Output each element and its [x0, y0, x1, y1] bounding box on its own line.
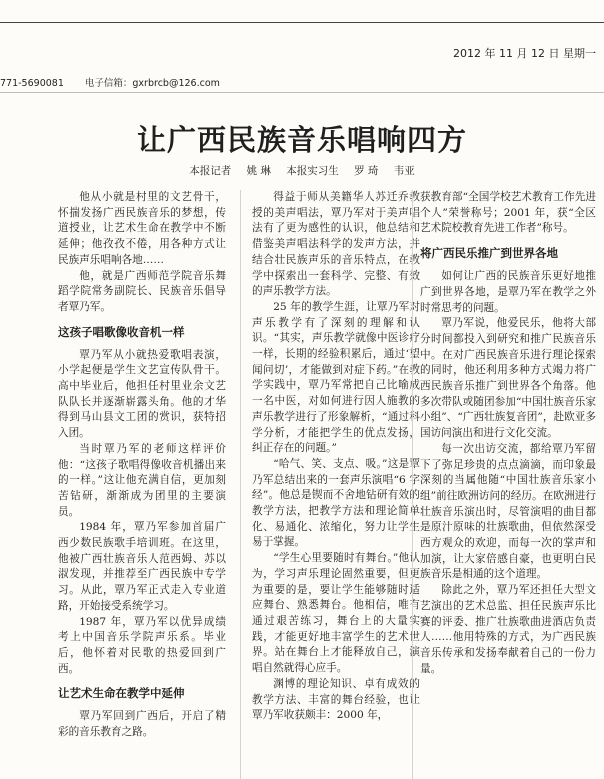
paragraph: 每一次出访交流，都给覃乃军留下了弥足珍贵的点点滴滴，而印象最深刻的当属他随“中国壮族音乐家小组”前往欧洲访问的经历。在欧洲进行壮族音乐演出时，尽管演唱的曲目都是原汁原味的壮族歌曲，但依然深受西方观众的欢迎，而每一次的掌声和加演，让大家倍感自豪，也更明白民族音乐是相通的这个道理。	[420, 442, 596, 581]
paragraph: 覃乃军从小就热爱歌唱表演，小学起便是学生文艺宣传队骨干。高中毕业后，他担任村里业余文艺队队长并逐渐崭露头角。他的才华得到马山县文工团的赏识，获特招入团。	[58, 348, 226, 440]
contact-rule	[0, 92, 604, 93]
newspaper-header	[0, 0, 604, 72]
column-divider	[412, 190, 413, 779]
paragraph: 1987 年，覃乃军以优异成绩考上中国音乐学院声乐系。毕业后，他怀着对民歌的热爱回到广西。	[58, 615, 226, 675]
byline	[0, 163, 604, 178]
paragraph: 25 年的教学生涯，让覃乃军对声乐教学有了深刻的理解和认识。“其实，声乐教学就像中医诊疗一样，长期的经验积累后，通过‘望闻问切’，才能做到对症下药。”在教学实践中，覃乃军常把自己比喻成一名中医，对如何进行因人施教的声乐教学进行了形象解析，“通过科学分析，才能把学生的优点发扬，纠正存在的问题。”	[252, 300, 420, 455]
paragraph: 如何让广西的民族音乐更好地推广到世界各地，是覃乃军在教学之外时常思考的问题。	[420, 270, 596, 314]
paragraph: 当时覃乃军的老师这样评价他：“这孩子歌唱得像收音机播出来的一样。”这让他充满自信，更加刻苦钻研，渐渐成为团里的主要演员。	[58, 442, 226, 518]
paragraph: 覃乃军说，他爱民乐，他将大部分时间都投入到研究和推广民族音乐中。在对广西民族音乐进行理论探索的同时，他还利用多种方式竭力将广西民族音乐推广到世界各个角落。他多次带队或随团参加“中国壮族音乐家小组”、“广西壮族复音团”，赴欧亚多国访问演出和进行文化交流。	[420, 317, 596, 440]
column-divider	[240, 190, 241, 779]
phone-number: 771-5690081	[0, 78, 64, 89]
paragraph: 他，就是广西师范学院音乐舞蹈学院常务副院长、民族音乐倡导者覃乃军。	[58, 269, 226, 313]
paragraph: 得益于师从美籍华人苏迁乔教授的美声唱法，覃乃军对于美声唱法有了更为感性的认识，他总结和借鉴美声唱法科学的发声方法，并结合壮民族声乐的音乐特点，在教学中探索出一套科学、完整、有效的声乐教学方法。	[252, 191, 420, 298]
issue-date: 2012 年 11 月 12 日 星期一	[453, 47, 596, 60]
paragraph: 1984 年，覃乃军参加首届广西少数民族歌手培训班。在这里，他被广西壮族音乐人范西姆、苏以淑发现，并推荐至广西民族中专学习。从此，覃乃军正式走入专业道路，开始接受系统学习。	[58, 521, 226, 612]
paragraph: 渊博的理论知识、卓有成效的教学方法、丰富的舞台经验，也让覃乃军收获颇丰：2000 年，	[252, 677, 420, 722]
paragraph: “哈气、笑、支点、吸。”这是覃乃军总结出来的一套声乐演唱“6 字经”。他总是锲而不舍地钻研有效的教学方法，把教学方法和理论简单化、易通化、浓缩化，努力让学生易于掌握。	[252, 457, 420, 549]
article-column-1	[58, 190, 226, 741]
section-heading: 让艺术生命在教学中延伸	[58, 686, 185, 701]
section-heading: 将广西民乐推广到世界各地	[420, 246, 558, 261]
article-title: 让广西民族音乐唱响四方	[136, 123, 467, 157]
byline-name: 韦亚	[393, 165, 415, 177]
header-rule	[0, 22, 604, 23]
article-column-3	[420, 190, 596, 677]
section-heading: 这孩子唱歌像收音机一样	[58, 324, 185, 339]
byline-name: 罗 琦	[354, 165, 379, 177]
paragraph: 覃乃军回到广西后，开启了精彩的音乐教育之路。	[58, 710, 226, 739]
email-address: 电子信箱：gxrbrcb@126.com	[84, 78, 220, 89]
article-column-2	[252, 190, 420, 724]
byline-role: 本报记者	[189, 165, 232, 177]
byline-name: 姚 琳	[246, 165, 271, 177]
paragraph: 他从小就是村里的文艺骨干，怀揣发扬广西民族音乐的梦想，传道授业，让艺术生命在教学中不断延伸；他孜孜不倦，用各种方式让民族声乐唱响各地……	[58, 191, 226, 266]
byline-role: 本报实习生	[286, 165, 339, 177]
contact-line	[0, 75, 238, 89]
paragraph: “学生心里要随时有舞台。”他认为，学习声乐理论固然重要，但更为重要的是，要让学生能够随时适应舞台、熟悉舞台。他相信，唯有通过艰苦练习，舞台上的大量实践，才能更好地丰富学生的艺术世界。站在舞台上才能释放自己，演唱自然就得心应手。	[252, 552, 420, 675]
paragraph: 除此之外，覃乃军还担任大型文艺演出的艺术总监、担任民族声乐比赛的评委、推广壮族歌曲进酒店负责人……他用特殊的方式，为广西民族音乐传承和发扬奉献着自己的一份力量。	[420, 584, 596, 675]
paragraph: 获教育部“全国学校艺术教育工作先进个人”荣誉称号；2001 年，获“全区艺术院校教育先进工作者”称号。	[420, 191, 596, 235]
